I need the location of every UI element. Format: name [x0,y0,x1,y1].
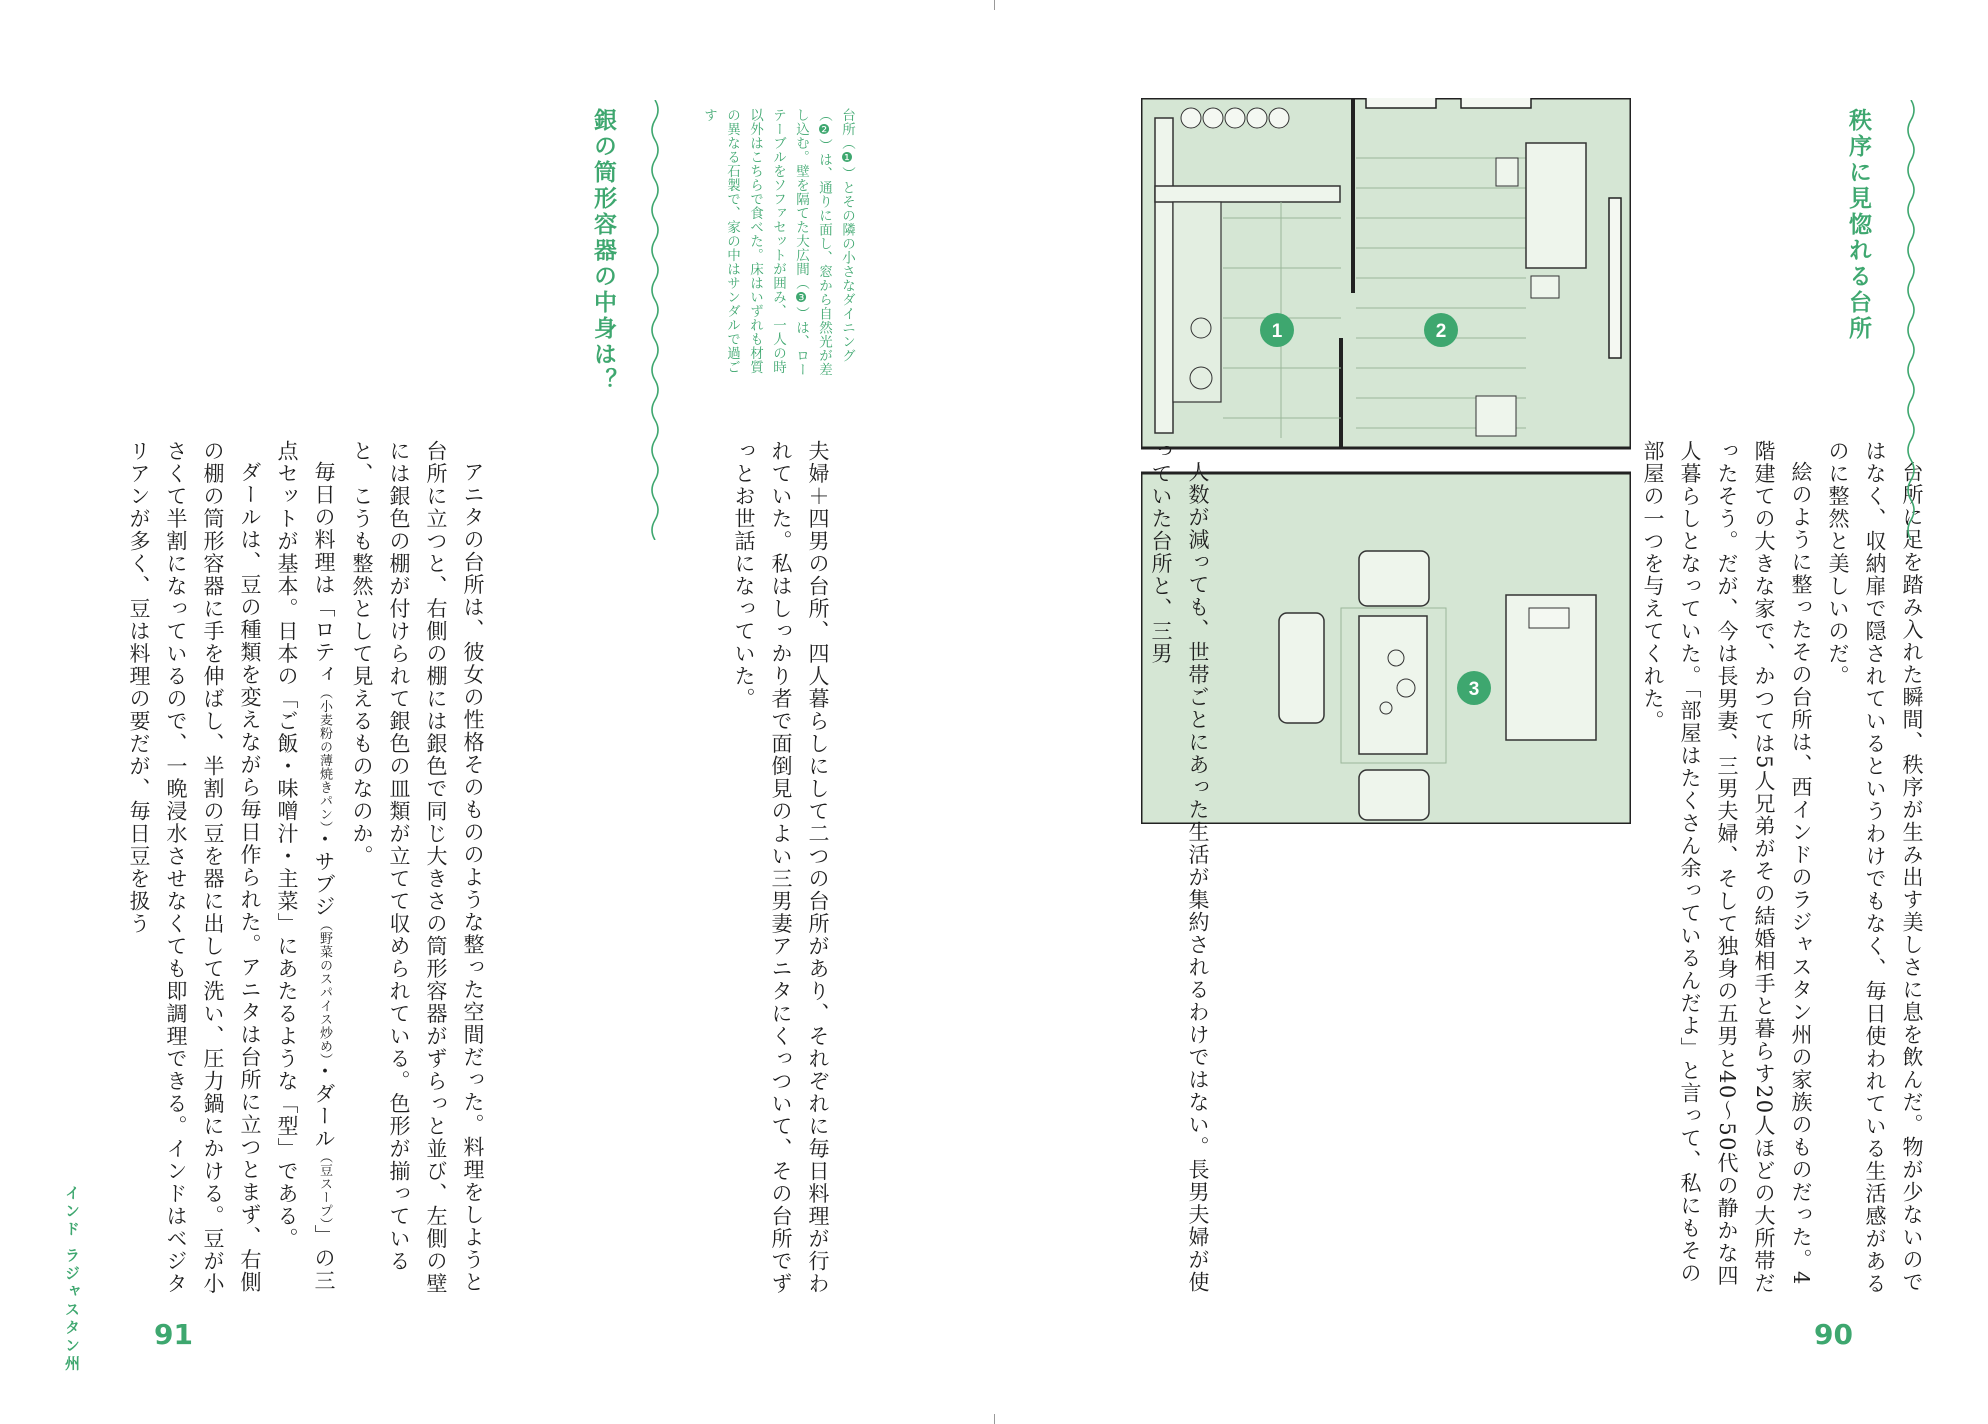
svg-text:2: 2 [1435,321,1447,342]
left-paragraph-1: 夫婦＋四男の台所、四人暮らしにして二つの台所があり、それぞれに毎日料理が行われていた。私はしっかり者で面倒見のよい三男妻アニタにくっついて、その台所でずっとお世話になっていた。 [732,440,830,1295]
running-head: インド ラジャスタン州 [63,1185,81,1374]
left-paragraph-2: アニタの台所は、彼女の性格そのもののような整った空間だった。料理をしようと台所に立つと、右側の棚には銀色で同じ大きさの筒形容器がずらっと並び、左側の壁には銀色の棚が付けられて銀色の皿類が立てて収められている。色形が揃っていると、こうも整然として見えるものなのか。 [350,440,485,1295]
page-number-right: 90 [1814,1318,1853,1351]
page-number-left: 91 [154,1318,193,1351]
right-body-block-1 [1142,440,1216,1300]
right-paragraph-1: 台所に足を踏み入れた瞬間、秩序が生み出す美しさに息を飲んだ。物が少ないのではなく、収納扉で隠されているというわけでもなく、毎日使われている生活感があるのに整然と美しいのだ。 [1826,440,1924,1295]
right-paragraph-3: 人数が減っても、世帯ごとにあった生活が集約されるわけではない。長男夫婦が使っていた台所と、三男 [1149,440,1210,1294]
left-paragraph-4: ダールは、豆の種類を変えながら毎日作られた。アニタは台所に立つとまず、右側の棚の筒形容器に手を伸ばし、半割の豆を器に出して洗い、圧力鍋にかける。豆が小さくて半割になっているので、一晩浸水させなくても即調理できる。インドはベジタリアンが多く、豆は料理の要だが、毎日豆を扱う [127,440,262,1295]
right-page [994,0,1988,1424]
wavy-divider-left [648,100,662,540]
wavy-divider-right [1904,100,1918,540]
svg-text:1: 1 [1271,321,1283,342]
plan-marker-3 [1457,671,1491,705]
right-paragraph-2: 絵のように整ったその台所は、西インドのラジャスタン州の家族のものだった。4階建ての大きな家で、かつては5人兄弟がその結婚相手と暮らす20人ほどの大所帯だったそう。だが、今は長男妻、三男夫婦、そして独身の五男と40〜50代の静かな四人暮らしとなっていた。「部屋はたくさん余っているんだよ」と言って、私にもその部屋の一つを与えてくれた。 [1641,440,1813,1295]
right-body-block-2 [1634,440,1930,1300]
figure-caption: 台所（❶）とその隣の小さなダイニング（❷）は、通りに面し、窓から自然光が差し込む。壁を隔てた大広間（❸）は、ローテーブルをソファセットが囲み、一人の時以外はこちらで食べた。床はいずれも材質の異なる石製で、家の中はサンダルで過ごす [701,108,855,377]
gutter-mark-bottom [994,1414,995,1424]
left-paragraph-3: 毎日の料理は「ロティ（小麦粉の薄焼きパン）・サブジ（野菜のスパイス炒め）・ダール（豆スープ）」の三点セットが基本。日本の「ご飯・味噌汁・主菜」にあたるような「型」である。 [275,440,336,1292]
plan-marker-2 [1424,313,1458,347]
svg-text:3: 3 [1468,679,1480,700]
left-body-block-2 [120,440,491,1300]
left-body-block-1 [725,440,836,1300]
right-heading: 秩序に見惚れる台所 [1845,108,1871,342]
left-heading: 銀の筒形容器の中身は？ [590,108,616,394]
plan-marker-1 [1260,313,1294,347]
gutter-mark-top [994,0,995,10]
